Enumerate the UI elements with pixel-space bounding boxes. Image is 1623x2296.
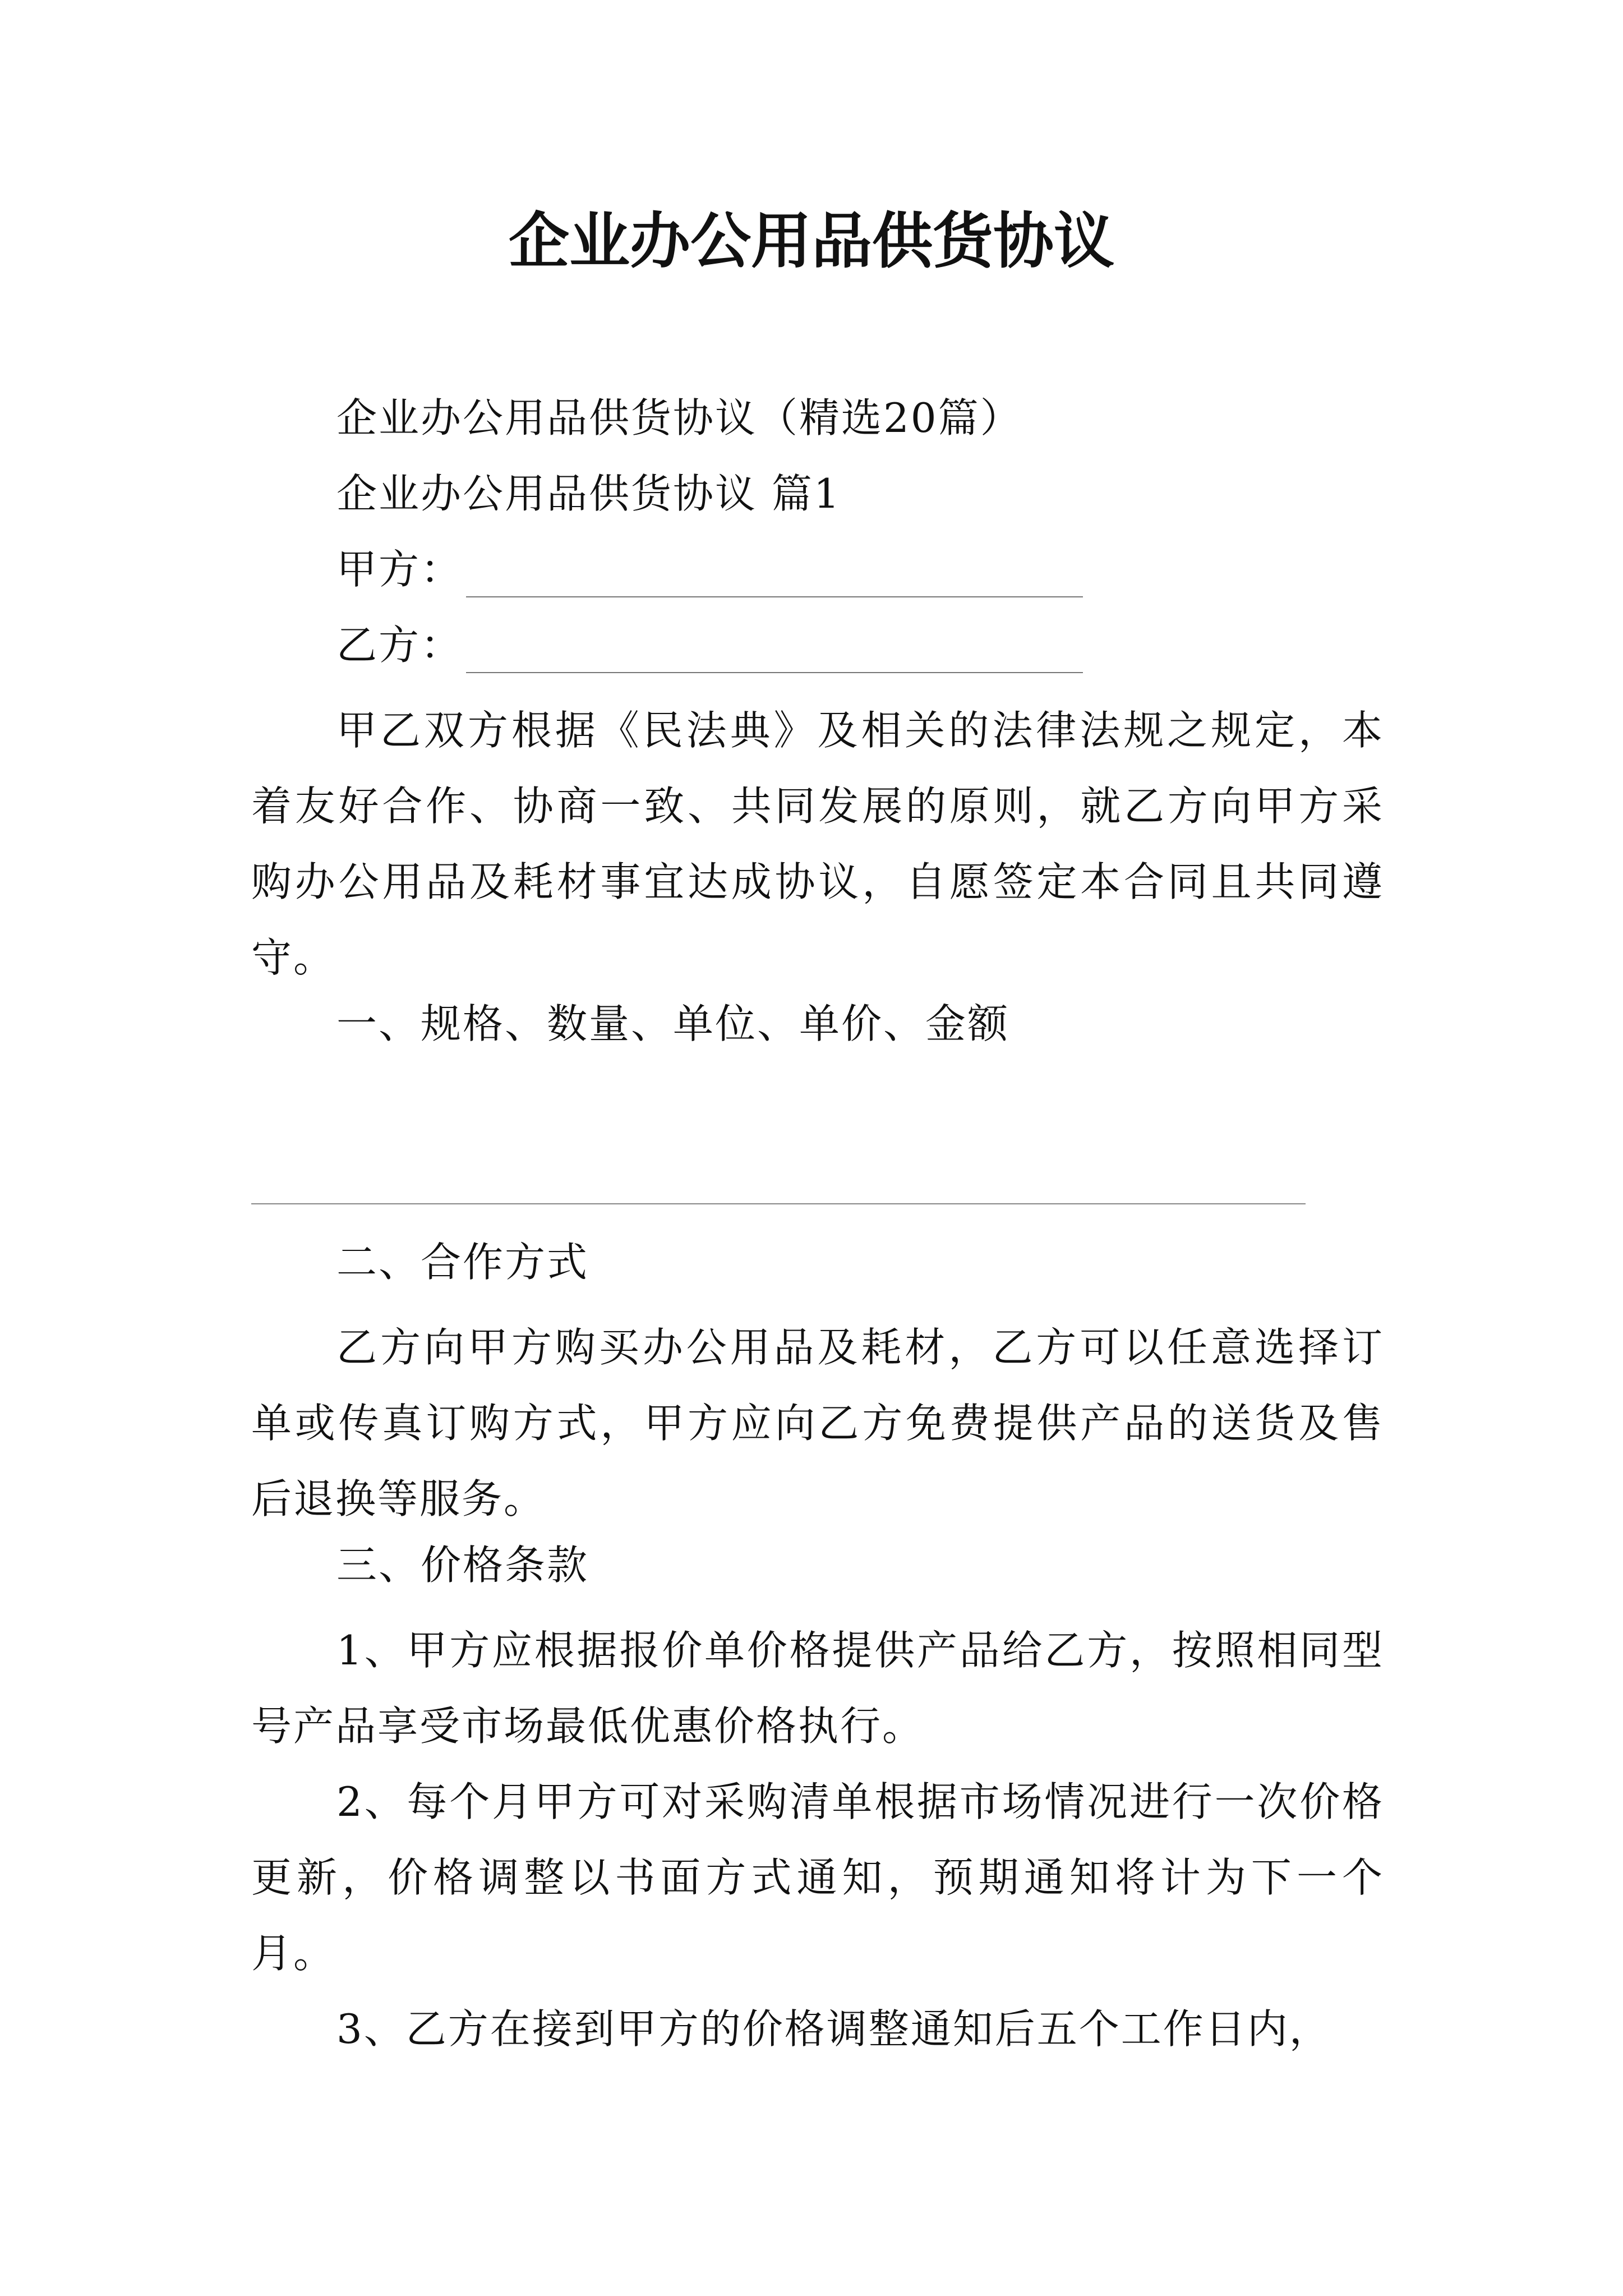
- party-b-label: 乙方：: [336, 622, 463, 669]
- party-b-line: [336, 617, 1083, 673]
- clause3-item2: 2、每个月甲方可对采购清单根据市场情况进行一次价格更新，价格调整以书面方式通知，预期通知将计为下一个月。: [251, 1778, 1384, 1977]
- clause3-item1: 1、甲方应根据报价单价格提供产品给乙方，按照相同型号产品享受市场最低优惠价格执行。: [251, 1627, 1384, 1750]
- clause2-heading: 二、合作方式: [336, 1239, 589, 1286]
- clause2-paragraph: 乙方向甲方购买办公用品及耗材，乙方可以任意选择订单或传真订购方式，甲方应向乙方免费提供产品的送货及售后退换等服务。: [251, 1324, 1384, 1522]
- clause1-heading: 一、规格、数量、单位、单价、金额: [336, 1000, 1010, 1047]
- clause3-heading: 三、价格条款: [336, 1542, 589, 1589]
- section-heading: 企业办公用品供货协议 篇1: [336, 470, 841, 517]
- document-subtitle: 企业办公用品供货协议（精选20篇）: [336, 394, 1022, 441]
- document-title: 企业办公用品供货协议: [508, 206, 1114, 277]
- party-a-label: 甲方：: [336, 546, 463, 593]
- party-a-blank: [466, 557, 1083, 597]
- table-placeholder-rule: [251, 1203, 1306, 1204]
- party-a-line: [336, 541, 1083, 597]
- party-b-blank: [466, 633, 1083, 673]
- clause3-item3: 3、乙方在接到甲方的价格调整通知后五个工作日内，: [336, 2005, 1331, 2053]
- intro-paragraph: 甲乙双方根据《民法典》及相关的法律法规之规定，本着友好合作、协商一致、共同发展的原则，就乙方向甲方采购办公用品及耗材事宜达成协议，自愿签定本合同且共同遵守。: [251, 707, 1384, 981]
